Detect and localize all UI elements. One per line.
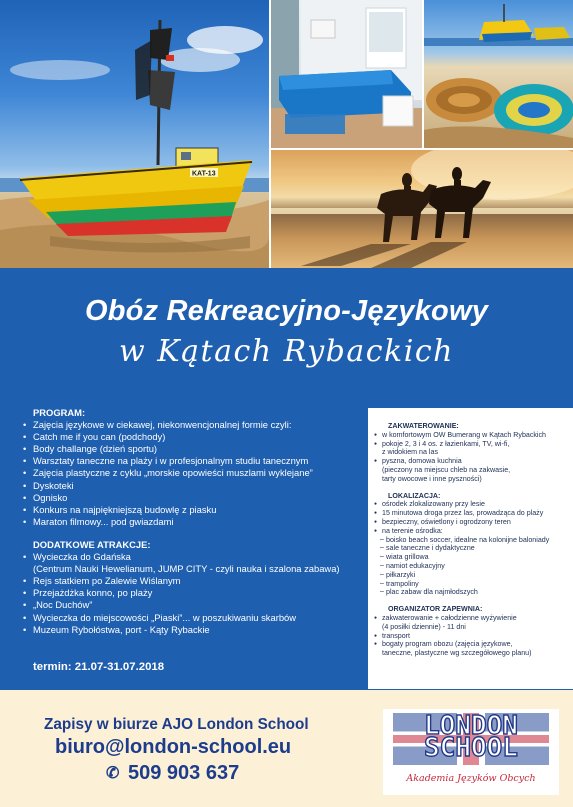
list-item xyxy=(22,551,362,575)
list-item: ● transport xyxy=(374,632,570,641)
accommodation-heading: ZAKWATEROWANIE: xyxy=(388,422,459,430)
list-item: • Wycieczka do miejscowości „Piaski”... w poszukiwaniu skarbów xyxy=(22,612,362,624)
list-item: z widokiem na las xyxy=(382,448,438,457)
list-item: ● pyszna, domowa kuchnia xyxy=(374,457,570,466)
list-item: – plac zabaw dla najmłodszych xyxy=(374,588,570,597)
list-item: ● bogaty program obozu (zajęcia językowe, xyxy=(374,640,570,649)
list-item: – sale taneczne i dydaktyczne xyxy=(374,544,570,553)
list-item: • Rejs statkiem po Zalewie Wiślanym xyxy=(22,575,362,587)
attractions-list xyxy=(22,551,362,636)
list-item: ● w komfortowym OW Bumerang w Kątach Rybackich xyxy=(374,431,570,440)
list-item: • Ognisko xyxy=(22,492,362,504)
logo-word-london: LONDON xyxy=(424,711,518,741)
program-list xyxy=(22,419,362,528)
list-item: ● 15 minutowa droga przez las, prowadząca do plaży xyxy=(374,509,570,518)
list-item: • „Noc Duchów” xyxy=(22,599,362,611)
accommodation-list xyxy=(374,431,570,484)
list-item: • Catch me if you can (podchody) xyxy=(22,431,362,443)
list-item: • Przejażdżka konno, po plaży xyxy=(22,587,362,599)
list-item: ● ośrodek zlokalizowany przy lesie xyxy=(374,500,570,509)
boat-registration: KAT-13 xyxy=(192,170,216,178)
location-heading: LOKALIZACJA: xyxy=(388,491,441,500)
phone-line[interactable] xyxy=(106,762,239,785)
list-item: – trampoliny xyxy=(374,580,570,589)
list-item: • Dyskoteki xyxy=(22,480,362,492)
list-item: • Zajęcia plastyczne z cyklu „morskie opowieści muszlami wyklejane” xyxy=(22,467,362,479)
phone-icon: ✆ xyxy=(106,765,120,782)
attractions-heading: DODATKOWE ATRAKCJE: xyxy=(33,538,151,550)
room-photo xyxy=(271,0,422,148)
photo-collage xyxy=(0,0,573,268)
boat-photo xyxy=(0,0,269,268)
list-item: • Maraton filmowy... pod gwiazdami xyxy=(22,516,362,528)
list-item: ● bezpieczny, oświetlony i ogrodzony teren xyxy=(374,518,570,527)
ropes-photo xyxy=(424,0,573,148)
list-item: • Muzeum Rybołóstwa, port - Kąty Rybackie xyxy=(22,624,362,636)
list-item-text: Wycieczka do Gdańska xyxy=(33,551,131,563)
logo-word-school: SCHOOL xyxy=(424,733,518,763)
page-subtitle: w Kątach Rybackich xyxy=(119,334,454,369)
logo-tagline: Akademia Języków Obcych xyxy=(406,773,536,784)
horses-photo xyxy=(271,150,573,268)
email-link[interactable]: biuro@london-school.eu xyxy=(55,736,292,758)
phone-number: 509 903 637 xyxy=(128,762,240,784)
list-item: – piłkarzyki xyxy=(374,571,570,580)
list-item: – wiata grillowa xyxy=(374,553,570,562)
organizer-heading: ORGANIZATOR ZAPEWNIA: xyxy=(388,605,483,614)
list-item: – namiot edukacyjny xyxy=(374,562,570,571)
list-item: • Body challange (dzień sportu) xyxy=(22,443,362,455)
list-item: • Warsztaty taneczne na plaży i w profesjonalnym studiu tanecznym xyxy=(22,455,362,467)
list-item: ● pokoje 2, 3 i 4 os. z łazienkami, TV, wi-fi, xyxy=(374,440,570,449)
signup-text: Zapisy w biurze AJO London School xyxy=(44,716,309,733)
list-item-subtext: (Centrum Nauki Hewelianum, JUMP CITY - czyli nauka i szalona zabawa) xyxy=(33,563,340,575)
location-list xyxy=(374,500,570,597)
london-school-logo xyxy=(383,709,559,795)
list-item: • Zajęcia językowe w ciekawej, niekonwencjonalnej formie czyli: xyxy=(22,419,362,431)
page-title: Obóz Rekreacyjno-Językowy xyxy=(84,295,489,327)
program-column xyxy=(22,407,362,636)
organizer-list xyxy=(374,614,570,658)
list-item: – boisko beach soccer, idealne na kolonijne baloniady xyxy=(374,536,570,545)
list-item: • Konkurs na najpiękniejszą budowlę z piasku xyxy=(22,504,362,516)
list-item: tarty owocowe i inne pyszności) xyxy=(382,474,482,483)
list-item: (4 posiłki dziennie) - 11 dni xyxy=(382,622,466,631)
list-item: ● na terenie ośrodka: xyxy=(374,527,570,536)
term-dates: termin: 21.07-31.07.2018 xyxy=(33,661,165,673)
list-item: taneczne, plastyczne wg szczegółowego planu) xyxy=(382,649,532,658)
program-heading: PROGRAM: xyxy=(33,407,86,418)
info-box xyxy=(368,408,573,689)
list-item: ● zakwaterowanie + całodzienne wyżywienie xyxy=(374,614,570,623)
list-item: (pieczony na miejscu chleb na zakwasie, xyxy=(382,465,511,474)
